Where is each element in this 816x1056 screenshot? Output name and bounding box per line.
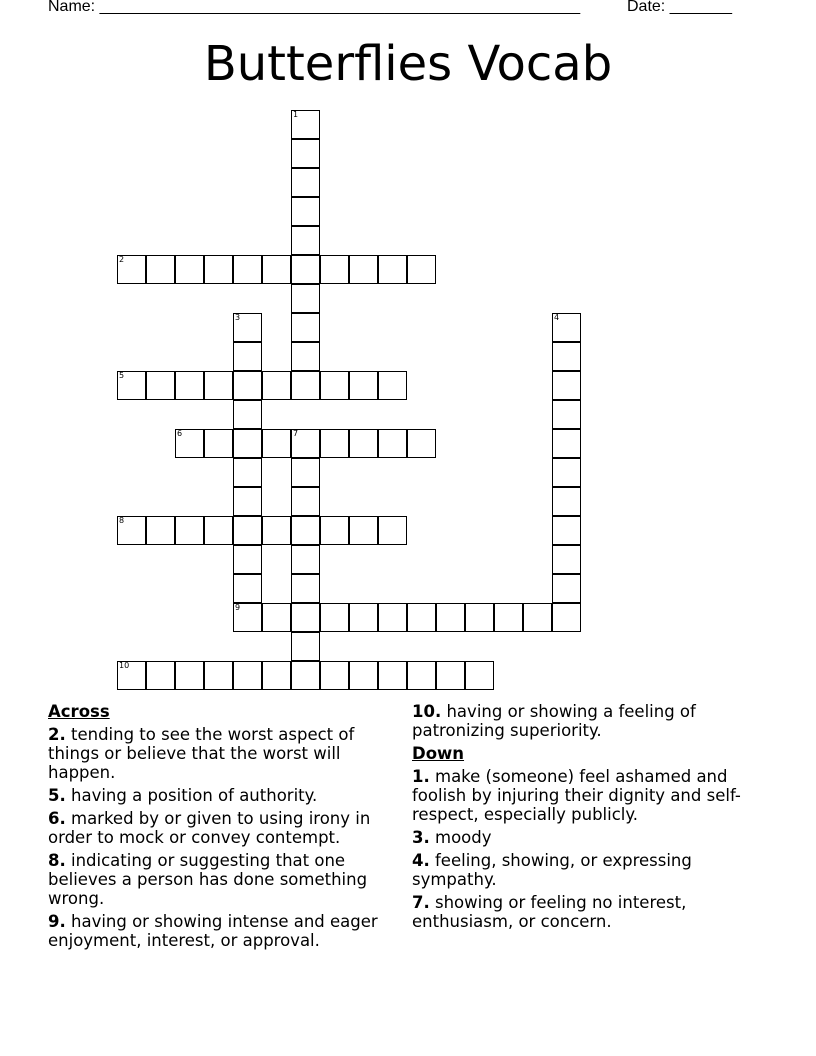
grid-cell[interactable] xyxy=(349,371,378,400)
grid-cell[interactable] xyxy=(204,429,233,458)
grid-cell[interactable] xyxy=(233,487,262,516)
grid-cell[interactable] xyxy=(291,255,320,284)
grid-cell[interactable] xyxy=(523,603,552,632)
grid-cell[interactable] xyxy=(291,197,320,226)
grid-cell[interactable] xyxy=(291,139,320,168)
clue-across-5: 5. having a position of authority. xyxy=(48,786,318,805)
grid-cell[interactable] xyxy=(117,255,146,284)
grid-cell[interactable] xyxy=(349,255,378,284)
grid-cell[interactable] xyxy=(378,371,407,400)
grid-cell[interactable] xyxy=(117,661,146,690)
clue-number: 2 xyxy=(119,255,125,264)
grid-cell[interactable] xyxy=(233,400,262,429)
grid-cell[interactable] xyxy=(291,487,320,516)
grid-cell[interactable] xyxy=(291,603,320,632)
clue-down-7: 7. showing or feeling no interest, enthusiasm, or concern. xyxy=(412,893,687,931)
clue-across-8: 8. indicating or suggesting that one believes a person has done something wrong. xyxy=(48,851,368,908)
grid-cell[interactable] xyxy=(233,458,262,487)
grid-cell[interactable] xyxy=(465,661,494,690)
grid-cell[interactable] xyxy=(204,255,233,284)
grid-cell[interactable] xyxy=(262,516,291,545)
grid-cell[interactable] xyxy=(117,371,146,400)
grid-cell[interactable] xyxy=(233,545,262,574)
grid-cell[interactable] xyxy=(204,661,233,690)
grid-cell[interactable] xyxy=(552,487,581,516)
grid-cell[interactable] xyxy=(552,574,581,603)
grid-cell[interactable] xyxy=(291,110,320,139)
page-title: Butterflies Vocab xyxy=(203,36,613,92)
grid-cell[interactable] xyxy=(349,516,378,545)
clue-across-9: 9. having or showing intense and eager enjoyment, interest, or approval. xyxy=(48,912,378,950)
grid-cell[interactable] xyxy=(552,313,581,342)
grid-cell[interactable] xyxy=(146,661,175,690)
date-field[interactable]: Date: _______ xyxy=(627,0,732,15)
grid-cell[interactable] xyxy=(262,603,291,632)
grid-cell[interactable] xyxy=(291,342,320,371)
clue-number: 8 xyxy=(119,516,125,525)
grid-cell[interactable] xyxy=(146,516,175,545)
clue-number: 5 xyxy=(119,371,125,380)
clue-number: 6 xyxy=(177,429,183,438)
grid-cell[interactable] xyxy=(291,574,320,603)
grid-cell[interactable] xyxy=(175,255,204,284)
grid-cell[interactable] xyxy=(146,371,175,400)
grid-cell[interactable] xyxy=(378,603,407,632)
grid-cell[interactable] xyxy=(552,400,581,429)
grid-cell[interactable] xyxy=(204,371,233,400)
grid-cell[interactable] xyxy=(320,255,349,284)
grid-cell[interactable] xyxy=(494,603,523,632)
name-field[interactable]: Name: ______________________________________________________ xyxy=(48,0,581,15)
grid-cell[interactable] xyxy=(552,545,581,574)
grid-cell[interactable] xyxy=(175,429,204,458)
grid-cell[interactable] xyxy=(291,371,320,400)
grid-cell[interactable] xyxy=(291,661,320,690)
grid-cell[interactable] xyxy=(378,661,407,690)
clue-number: 10 xyxy=(119,661,130,670)
clue-down-1: 1. make (someone) feel ashamed and foolish by injuring their dignity and self-respect, especially publicly. xyxy=(412,767,741,824)
grid-cell[interactable] xyxy=(291,516,320,545)
grid-cell[interactable] xyxy=(349,603,378,632)
grid-cell[interactable] xyxy=(291,429,320,458)
grid-cell[interactable] xyxy=(175,516,204,545)
grid-cell[interactable] xyxy=(175,661,204,690)
grid-cell[interactable] xyxy=(552,429,581,458)
grid-cell[interactable] xyxy=(233,371,262,400)
grid-cell[interactable] xyxy=(233,342,262,371)
clue-across-6: 6. marked by or given to using irony in order to mock or convey contempt. xyxy=(48,809,371,847)
grid-cell[interactable] xyxy=(233,255,262,284)
grid-cell[interactable] xyxy=(262,371,291,400)
clues-right-column xyxy=(412,702,772,935)
grid-cell[interactable] xyxy=(262,429,291,458)
grid-cell[interactable] xyxy=(320,661,349,690)
grid-cell[interactable] xyxy=(320,516,349,545)
grid-cell[interactable] xyxy=(465,603,494,632)
grid-cell[interactable] xyxy=(117,516,146,545)
grid-cell[interactable] xyxy=(233,516,262,545)
grid-cell[interactable] xyxy=(552,458,581,487)
grid-cell[interactable] xyxy=(262,661,291,690)
grid-cell[interactable] xyxy=(349,661,378,690)
clue-across-2: 2. tending to see the worst aspect of things or believe that the worst will happen. xyxy=(48,725,355,782)
grid-cell[interactable] xyxy=(436,603,465,632)
clue-number: 7 xyxy=(293,429,299,438)
grid-cell[interactable] xyxy=(552,516,581,545)
clue-number: 1 xyxy=(293,110,299,119)
grid-cell[interactable] xyxy=(233,313,262,342)
clue-down-4: 4. feeling, showing, or expressing sympathy. xyxy=(412,851,692,889)
grid-cell[interactable] xyxy=(407,603,436,632)
grid-cell[interactable] xyxy=(204,516,233,545)
clue-number: 4 xyxy=(554,313,560,322)
clue-down-3: 3. moody xyxy=(412,828,492,847)
grid-cell[interactable] xyxy=(291,545,320,574)
grid-cell[interactable] xyxy=(407,429,436,458)
grid-cell[interactable] xyxy=(552,603,581,632)
grid-cell[interactable] xyxy=(233,574,262,603)
grid-cell[interactable] xyxy=(291,168,320,197)
grid-cell[interactable] xyxy=(233,603,262,632)
grid-cell[interactable] xyxy=(378,429,407,458)
crossword-grid xyxy=(117,110,587,694)
grid-cell[interactable] xyxy=(233,661,262,690)
grid-cell[interactable] xyxy=(552,371,581,400)
grid-cell[interactable] xyxy=(436,661,465,690)
grid-cell[interactable] xyxy=(291,458,320,487)
grid-cell[interactable] xyxy=(175,371,204,400)
grid-cell[interactable] xyxy=(233,429,262,458)
grid-cell[interactable] xyxy=(320,429,349,458)
clue-number: 9 xyxy=(235,603,241,612)
grid-cell[interactable] xyxy=(378,516,407,545)
grid-cell[interactable] xyxy=(291,226,320,255)
clues-left-column xyxy=(48,702,410,954)
grid-cell[interactable] xyxy=(291,632,320,661)
down-heading: Down xyxy=(412,744,465,763)
clue-across-10: 10. having or showing a feeling of patronizing superiority. xyxy=(412,702,696,740)
grid-cell[interactable] xyxy=(378,255,407,284)
grid-cell[interactable] xyxy=(262,255,291,284)
across-heading: Across xyxy=(48,702,110,721)
grid-cell[interactable] xyxy=(146,255,175,284)
grid-cell[interactable] xyxy=(407,661,436,690)
grid-cell[interactable] xyxy=(349,429,378,458)
header xyxy=(48,0,748,20)
grid-cell[interactable] xyxy=(291,284,320,313)
grid-cell[interactable] xyxy=(320,603,349,632)
grid-cell[interactable] xyxy=(291,313,320,342)
grid-cell[interactable] xyxy=(407,255,436,284)
grid-cell[interactable] xyxy=(320,371,349,400)
clue-number: 3 xyxy=(235,313,241,322)
grid-cell[interactable] xyxy=(552,342,581,371)
